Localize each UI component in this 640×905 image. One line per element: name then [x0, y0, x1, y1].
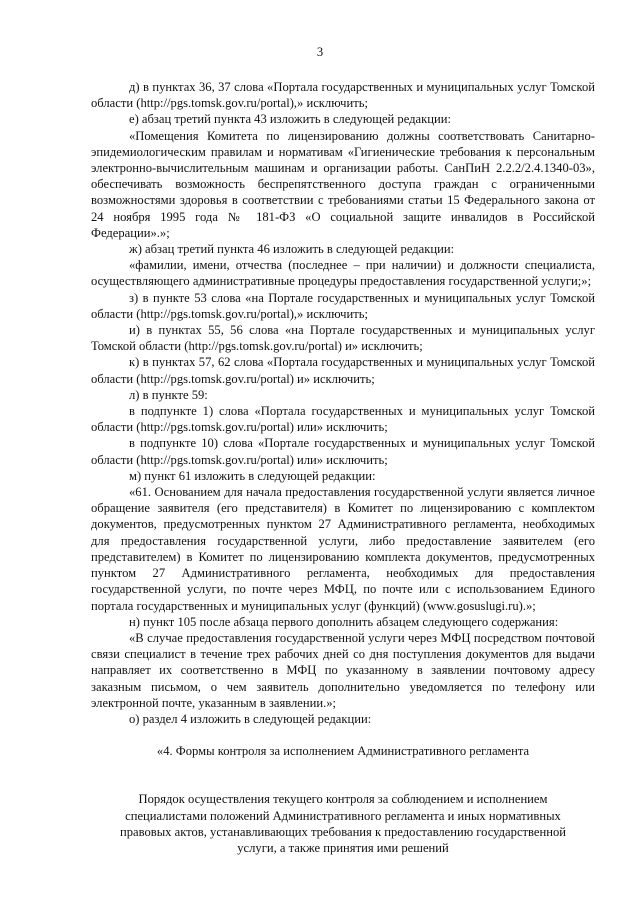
paragraph-z: з) в пункте 53 слова «на Портале государственных и муниципальных услуг Томской области (http://pgs.tomsk.gov.ru/portal),» исключить;	[91, 290, 595, 321]
paragraph-m: м) пункт 61 изложить в следующей редакции:	[129, 468, 376, 483]
paragraph-zh: ж) абзац третий пункта 46 изложить в следующей редакции:	[129, 242, 455, 257]
paragraph-premises-quote: «Помещения Комитета по лицензированию должны соответствовать Санитарно-эпидемиологическим правилам и нормативам «Гигиенические требования к персональным электронно-вычислительным машинам и организации работы. СанПиН 2.2.2/2.4.1340-03», обеспечивать возможность беспрепятственного доступа граждан с ограниченными возможностями здоровья в соответствии с требованиями статьи 15 Федерального закона от 24 ноября 1995 года № 181-ФЗ «О социальной защите инвалидов в Российской Федерации».»;	[91, 128, 595, 240]
paragraph-d: д) в пунктах 36, 37 слова «Портала государственных и муниципальных услуг Томской области (http://pgs.tomsk.gov.ru/portal),» исключить;	[91, 80, 595, 111]
paragraph-k: к) в пунктах 57, 62 слова «Портала государственных и муниципальных услуг Томской области (http://pgs.tomsk.gov.ru/portal) и» исключить;	[91, 355, 595, 386]
paragraph-l-sub1: в подпункте 1) слова «Портала государственных и муниципальных услуг Томской области (http://pgs.tomsk.gov.ru/portal) или» исключить;	[91, 404, 595, 435]
paragraph-i: и) в пунктах 55, 56 слова «на Портале государственных и муниципальных услуг Томской области (http://pgs.tomsk.gov.ru/portal) и» исключить;	[91, 323, 595, 354]
paragraph-o: о) раздел 4 изложить в следующей редакции:	[129, 711, 372, 726]
subsection-heading: Порядок осуществления текущего контроля за соблюдением и исполнением специалистами положений Административного регламента и иных нормативных правовых актов, устанавливающих требования к предоставлению государственной услуги, а также принятия ими решений	[119, 792, 567, 855]
paragraph-name-quote: «фамилии, имени, отчества (последнее – при наличии) и должности специалиста, осуществляющего административные процедуры предоставления государственной услуги;»;	[91, 258, 595, 289]
paragraph-l: л) в пункте 59:	[129, 387, 208, 402]
paragraph-l-sub10: в подпункте 10) слова «Портале государственных и муниципальных услуг Томской области (http://pgs.tomsk.gov.ru/portal) или» исключить;	[91, 436, 595, 467]
paragraph-e: е) абзац третий пункта 43 изложить в следующей редакции:	[129, 112, 451, 127]
paragraph-n: н) пункт 105 после абзаца первого дополнить абзацем следующего содержания:	[129, 614, 559, 629]
section-heading: «4. Формы контроля за исполнением Административного регламента	[156, 744, 530, 759]
page-number: 3	[316, 45, 324, 59]
document-body	[91, 79, 595, 856]
paragraph-61-quote: «61. Основанием для начала предоставления государственной услуги является личное обращение заявителя (его представителя) в Комитет по лицензированию с комплектом документов, предусмотренных пунктом 27 Административного регламента, необходимых для предоставления государственной услуги, либо предоставление заявителем (его представителем) в Комитет по лицензированию комплекта документов, предусмотренных пунктом 27 Административного регламента, необходимых для предоставления государственной услуги, по почте через МФЦ, по почте или с использованием Единого портала государственных и муниципальных услуг (функций) (www.gosuslugi.ru).»;	[91, 485, 595, 613]
paragraph-mfc-quote: «В случае предоставления государственной услуги через МФЦ посредством почтовой связи специалист в течение трех рабочих дней со дня поступления документов для выдачи направляет их соответственно в МФЦ по указанному в заявлении почтовому адресу заказным письмом, о чем заявитель дополнительно уведомляется по телефону или электронной почте, указанным в заявлении.»;	[91, 630, 595, 710]
